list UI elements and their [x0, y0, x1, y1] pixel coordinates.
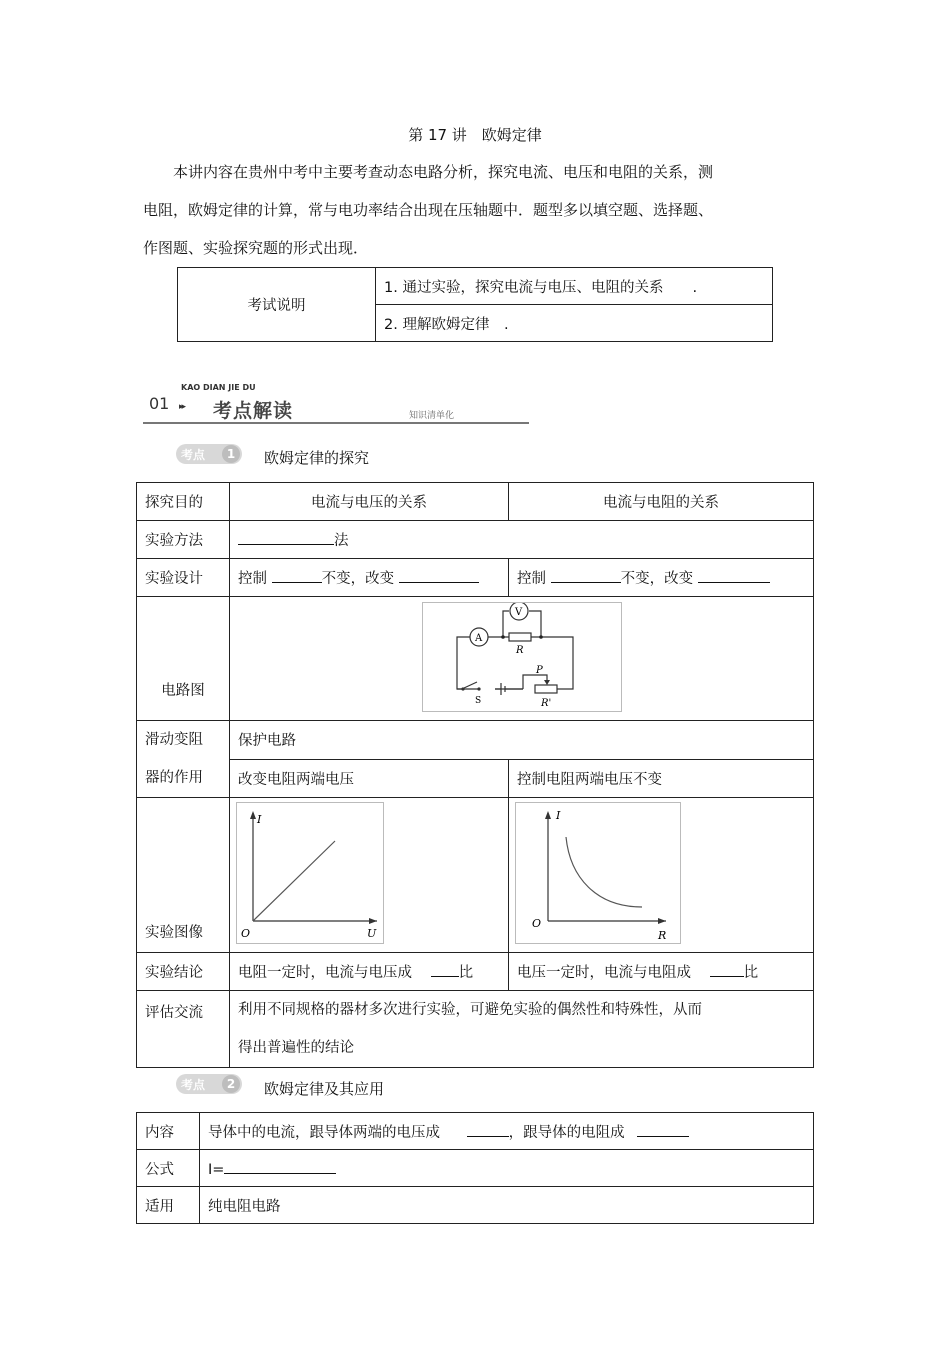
ammeter-label: A: [474, 632, 482, 644]
eval-cell: [230, 991, 814, 1068]
switch-label: S: [474, 695, 481, 706]
resistor-label: R: [515, 644, 524, 656]
section-divider: [143, 422, 529, 424]
design-text: 不变，改变: [321, 571, 395, 587]
blank: [710, 962, 744, 977]
slider-label: P: [535, 664, 543, 676]
design-b: [509, 559, 814, 597]
graph-b-cell: [509, 798, 814, 953]
circuit-cell: [230, 597, 814, 721]
row-label: 探究目的: [137, 483, 230, 521]
badge-number: 2: [222, 1075, 240, 1093]
design-text: 控制: [238, 571, 267, 587]
conclusion-text: 电阻一定时，电流与电压成: [238, 965, 412, 981]
point-heading: 欧姆定律及其应用: [264, 1080, 385, 1098]
y-axis-label: I: [556, 809, 561, 822]
blank: [224, 1159, 336, 1174]
blank: [467, 1122, 509, 1137]
row-label: 实验方法: [137, 521, 230, 559]
exam-label: 考试说明: [178, 268, 376, 342]
badge-text: 考点: [181, 1078, 206, 1092]
rheostat-a: 改变电阻两端电压: [230, 759, 509, 798]
current-voltage-graph: [236, 802, 384, 944]
conclusion-text: 比: [458, 965, 474, 981]
blank: [431, 962, 459, 977]
blank: [399, 568, 479, 583]
ohm-application-table: [136, 1112, 814, 1224]
method-suffix: 法: [334, 533, 349, 549]
point-badge: [176, 444, 242, 464]
scope-cell: 纯电阻电路: [200, 1187, 814, 1224]
voltmeter-label: V: [514, 606, 522, 618]
battery-icon: [495, 683, 523, 695]
eval-text: 利用不同规格的器材多次进行实验，可避免实验的偶然性和特殊性，从而: [238, 1002, 702, 1018]
section-pinyin: KAO DIAN JIE DU: [181, 383, 256, 392]
rheostat-label-line: 器的作用: [145, 770, 203, 786]
intro-paragraph: [143, 153, 783, 267]
content-text: 导体中的电流，跟导体两端的电压成: [208, 1124, 440, 1141]
origin-label: O: [241, 927, 251, 940]
purpose-current-resistance: 电流与电阻的关系: [509, 483, 814, 521]
design-text: 不变，改变: [620, 571, 694, 587]
exam-item: 2. 理解欧姆定律 .: [376, 305, 773, 342]
rheostat-icon: [535, 685, 557, 693]
blank: [551, 568, 621, 583]
exam-description-table: [177, 267, 773, 342]
rheostat-common: 保护电路: [230, 721, 814, 760]
row-label: 实验图像: [137, 798, 230, 953]
rheostat-label-line: 滑动变阻: [145, 732, 203, 748]
intro-line: 本讲内容在贵州中考中主要考查动态电路分析，探究电流、电压和电阻的关系，测: [143, 163, 714, 181]
x-axis-label: R: [658, 929, 667, 942]
row-label: 内容: [137, 1113, 200, 1150]
content-text: ，跟导体的电阻成: [508, 1124, 625, 1141]
blank: [238, 530, 334, 545]
conclusion-text: 比: [743, 965, 759, 981]
exam-item: 1. 通过实验，探究电流与电压、电阻的关系 .: [376, 268, 773, 305]
intro-line: 电阻，欧姆定律的计算，常与电功率结合出现在压轴题中．题型多以填空题、选择题、: [143, 201, 714, 219]
page-title: 第 17 讲 欧姆定律: [408, 126, 542, 144]
conclusion-b: [509, 953, 814, 991]
badge-text: 考点: [181, 448, 206, 462]
conclusion-a: [230, 953, 509, 991]
switch-icon: [457, 682, 477, 689]
point-badge: [176, 1074, 242, 1094]
resistor-icon: [509, 633, 531, 641]
blank: [698, 568, 770, 583]
eval-text: 得出普遍性的结论: [238, 1040, 354, 1056]
row-label: [137, 721, 230, 798]
current-resistance-graph: [515, 802, 681, 944]
purpose-current-voltage: 电流与电压的关系: [230, 483, 509, 521]
section-title: 考点解读: [213, 400, 294, 422]
graph-a-cell: [230, 798, 509, 953]
row-label: 评估交流: [137, 991, 230, 1068]
circuit-diagram: [422, 602, 622, 712]
row-label: 电路图: [137, 597, 230, 721]
ohm-exploration-table: [136, 482, 814, 1068]
row-label: 公式: [137, 1150, 200, 1187]
inverse-curve: [566, 837, 642, 907]
rheostat-label: R': [540, 697, 551, 709]
design-a: [230, 559, 509, 597]
design-text: 控制: [517, 571, 546, 587]
origin-label: O: [532, 917, 542, 930]
row-label: 适用: [137, 1187, 200, 1224]
row-label: 实验设计: [137, 559, 230, 597]
intro-line: 作图题、实验探究题的形式出现．: [143, 239, 369, 257]
method-cell: [230, 521, 814, 559]
section-number: 01: [149, 394, 170, 413]
double-arrow-icon: ▸▸: [179, 402, 185, 412]
proportional-line: [253, 841, 335, 921]
formula-text: I=: [208, 1161, 225, 1178]
blank: [272, 568, 322, 583]
conclusion-text: 电压一定时，电流与电阻成: [517, 965, 691, 981]
y-axis-label: I: [257, 813, 262, 826]
section-subtitle: 知识清单化: [409, 411, 455, 421]
row-label: 实验结论: [137, 953, 230, 991]
rheostat-b: 控制电阻两端电压不变: [509, 759, 814, 798]
formula-cell: [200, 1150, 814, 1187]
blank: [637, 1122, 689, 1137]
content-cell: [200, 1113, 814, 1150]
badge-number: 1: [222, 445, 240, 463]
x-axis-label: U: [367, 927, 377, 940]
section-banner: [143, 380, 533, 426]
point-heading: 欧姆定律的探究: [264, 449, 370, 467]
